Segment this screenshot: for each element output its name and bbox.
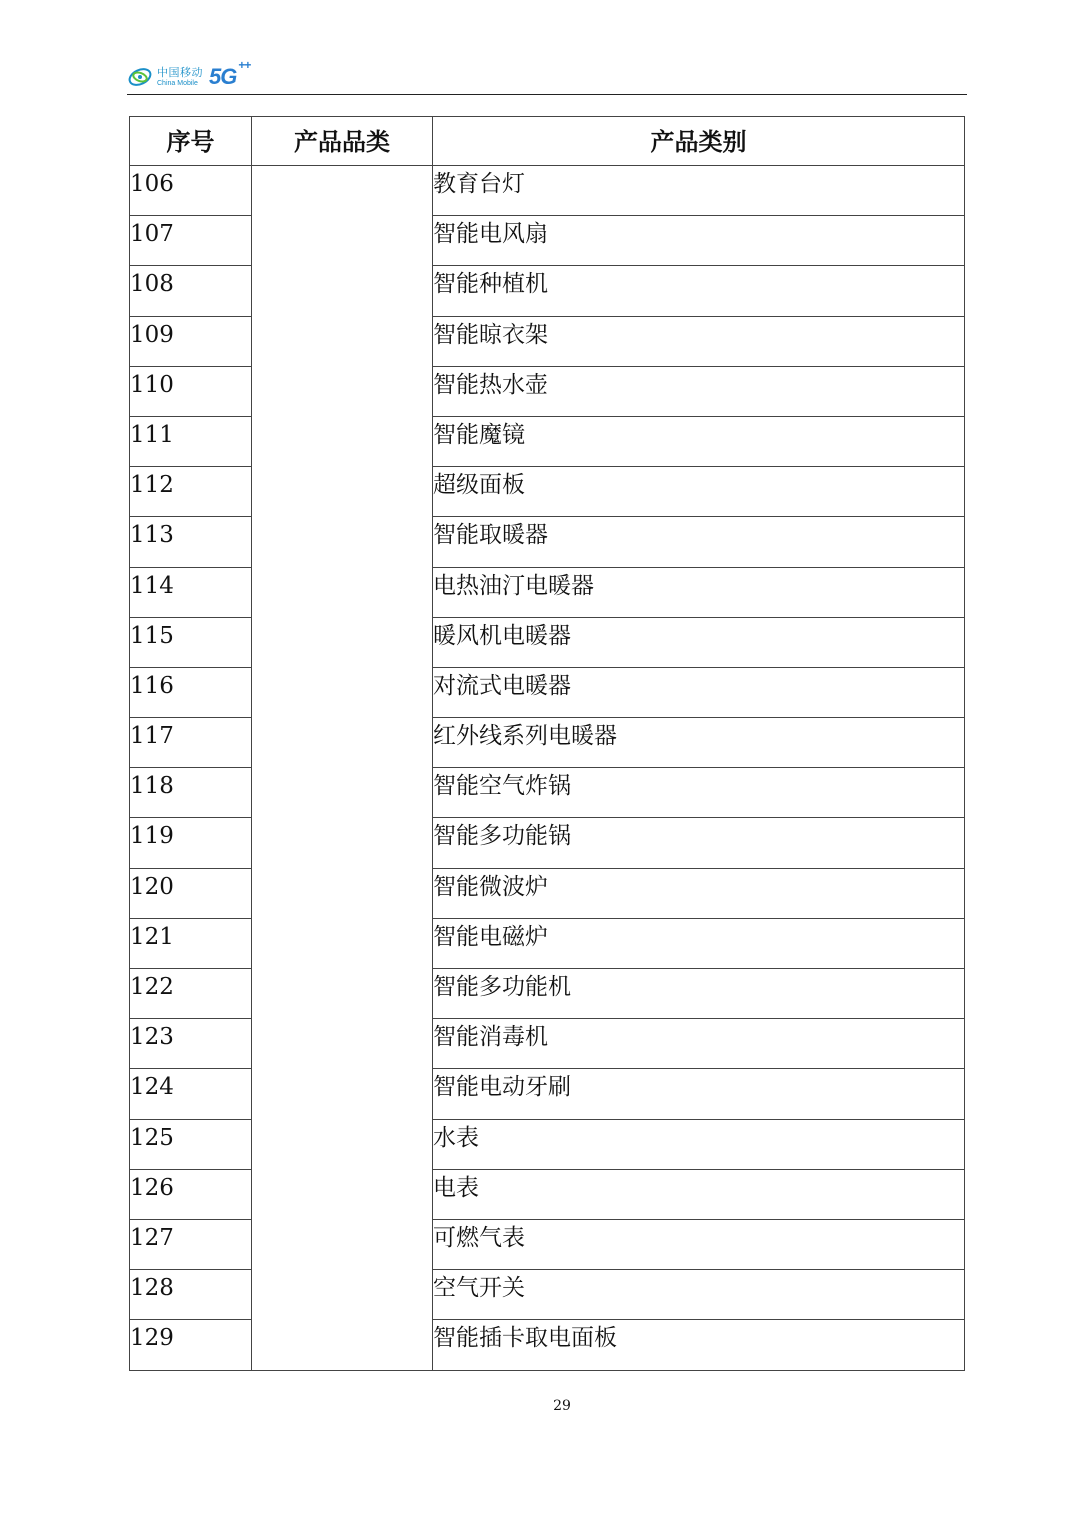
product-type-cell: 智能插卡取电面板 — [433, 1320, 965, 1370]
serial-number-cell: 120 — [130, 868, 252, 918]
header-product-category: 产品品类 — [252, 117, 433, 166]
table-body — [130, 166, 965, 1371]
serial-number-cell: 110 — [130, 366, 252, 416]
product-type-cell: 红外线系列电暖器 — [433, 718, 965, 768]
china-mobile-logo — [127, 58, 251, 92]
serial-number-cell: 129 — [130, 1320, 252, 1370]
product-type-cell: 教育台灯 — [433, 166, 965, 216]
serial-number-cell: 108 — [130, 266, 252, 316]
serial-number-cell: 111 — [130, 416, 252, 466]
product-type-cell: 智能种植机 — [433, 266, 965, 316]
page-header — [127, 60, 967, 95]
logo-5g-text: 5G — [209, 64, 237, 89]
product-table — [129, 116, 965, 1371]
product-type-cell: 对流式电暖器 — [433, 667, 965, 717]
serial-number-cell: 122 — [130, 969, 252, 1019]
product-type-cell: 智能多功能机 — [433, 969, 965, 1019]
serial-number-cell: 127 — [130, 1219, 252, 1269]
logo-plus-mark: ++ — [238, 58, 251, 72]
serial-number-cell: 125 — [130, 1119, 252, 1169]
serial-number-cell: 116 — [130, 667, 252, 717]
logo-chinese-text: 中国移动 — [157, 66, 203, 79]
product-type-cell: 智能电风扇 — [433, 216, 965, 266]
product-type-cell: 智能空气炸锅 — [433, 768, 965, 818]
product-type-cell: 水表 — [433, 1119, 965, 1169]
serial-number-cell: 107 — [130, 216, 252, 266]
serial-number-cell: 109 — [130, 316, 252, 366]
product-type-cell: 智能微波炉 — [433, 868, 965, 918]
product-type-cell: 智能电动牙刷 — [433, 1069, 965, 1119]
serial-number-cell: 115 — [130, 617, 252, 667]
table-header-row — [130, 117, 965, 166]
product-type-cell: 电热油汀电暖器 — [433, 567, 965, 617]
china-mobile-logo-icon — [127, 64, 153, 90]
serial-number-cell: 114 — [130, 567, 252, 617]
serial-number-cell: 117 — [130, 718, 252, 768]
serial-number-cell: 106 — [130, 166, 252, 216]
serial-number-cell: 126 — [130, 1169, 252, 1219]
product-type-cell: 智能魔镜 — [433, 416, 965, 466]
product-type-cell: 电表 — [433, 1169, 965, 1219]
serial-number-cell: 128 — [130, 1270, 252, 1320]
header-product-type: 产品类别 — [433, 117, 965, 166]
page-number: 29 — [553, 1398, 571, 1414]
serial-number-cell: 123 — [130, 1019, 252, 1069]
serial-number-cell: 121 — [130, 918, 252, 968]
product-type-cell: 智能多功能锅 — [433, 818, 965, 868]
logo-english-text: China Mobile — [157, 80, 198, 87]
product-type-cell: 智能消毒机 — [433, 1019, 965, 1069]
product-type-cell: 智能取暖器 — [433, 517, 965, 567]
product-type-cell: 暖风机电暖器 — [433, 617, 965, 667]
product-type-cell: 智能电磁炉 — [433, 918, 965, 968]
serial-number-cell: 124 — [130, 1069, 252, 1119]
product-type-cell: 智能晾衣架 — [433, 316, 965, 366]
header-serial-number: 序号 — [130, 117, 252, 166]
serial-number-cell: 113 — [130, 517, 252, 567]
serial-number-cell: 119 — [130, 818, 252, 868]
product-type-cell: 空气开关 — [433, 1270, 965, 1320]
serial-number-cell: 112 — [130, 467, 252, 517]
product-type-cell: 超级面板 — [433, 467, 965, 517]
product-category-cell — [252, 166, 433, 1371]
product-type-cell: 可燃气表 — [433, 1219, 965, 1269]
logo-5g-mark — [209, 58, 251, 90]
product-type-cell: 智能热水壶 — [433, 366, 965, 416]
serial-number-cell: 118 — [130, 768, 252, 818]
table-row — [130, 166, 965, 216]
